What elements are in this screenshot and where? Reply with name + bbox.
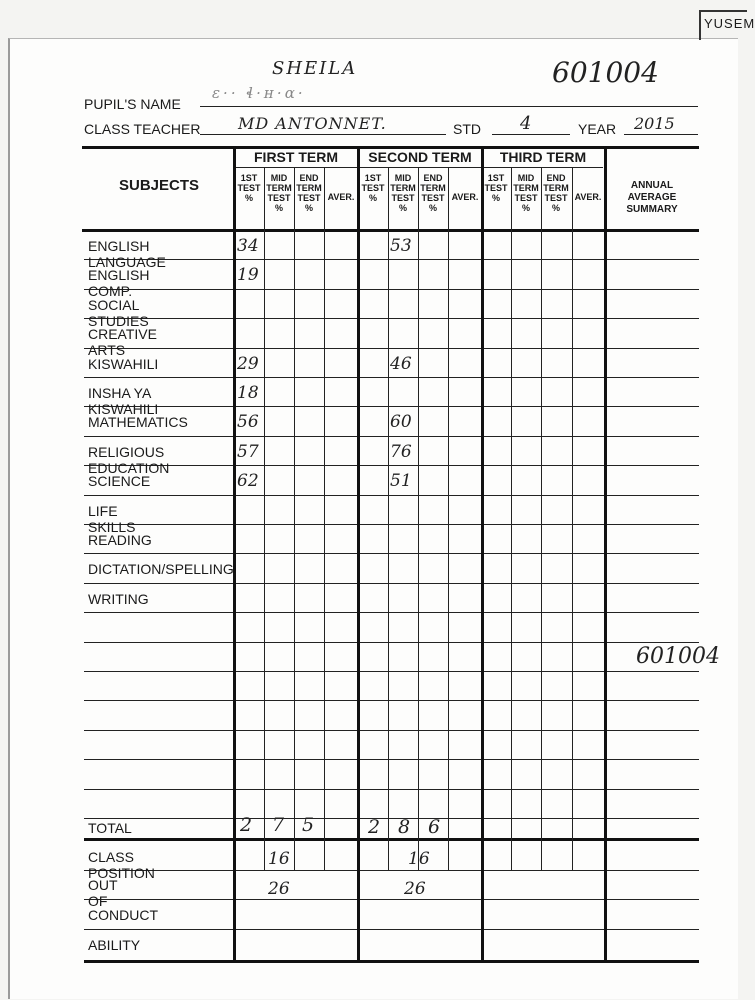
std-label: STD <box>453 121 481 137</box>
second-term-mid-term-mark: 53 <box>390 236 412 256</box>
subheader-line: TEST <box>297 193 321 203</box>
subheader-aver: AVER. <box>327 192 355 202</box>
subject-col-border <box>233 146 236 962</box>
pupil-surname-scribble: ɛ·· ɬ·ʜ·ɑ· <box>212 84 306 102</box>
subheader-line: % <box>368 193 377 203</box>
subheader-line: TEST <box>237 183 261 193</box>
subheader-line: TEST <box>544 193 568 203</box>
corner-tag: YUSEM <box>699 10 747 40</box>
subheader-line: TEST <box>391 193 415 203</box>
subheader-line: % <box>304 203 313 213</box>
subheader-line: TERM <box>390 183 416 193</box>
annual-header-line: ANNUAL <box>630 180 674 191</box>
class-position-second: 16 <box>408 849 430 869</box>
std-underline <box>492 134 570 135</box>
subject-label: WRITING <box>88 591 149 607</box>
annual-average-header <box>606 180 698 216</box>
subject-label: SOCIAL STUDIES <box>88 297 149 329</box>
first-term-1st-test-mark: 18 <box>237 383 259 403</box>
subheader-line: % <box>551 203 560 213</box>
conduct-label: CONDUCT <box>88 907 158 923</box>
subject-label: READING <box>88 532 152 548</box>
subheader-line: END <box>546 173 566 183</box>
subheader-line: % <box>274 203 283 213</box>
year-label: YEAR <box>578 121 617 137</box>
sub-col-line <box>448 167 449 871</box>
subheader-line: TEST <box>421 193 445 203</box>
subheader-aver: AVER. <box>451 192 479 202</box>
subheader-line: TERM <box>296 183 322 193</box>
std-value: 4 <box>520 113 532 134</box>
subheader-line: % <box>491 193 500 203</box>
first-term-1st-test-mark: 56 <box>237 412 259 432</box>
first-term-1st-test-mark: 57 <box>237 442 259 462</box>
class-position-label: CLASS POSITION <box>88 849 155 881</box>
subjects-header: SUBJECTS <box>118 177 200 194</box>
pupil-name-value: SHEILA <box>272 58 358 79</box>
subject-label: INSHA YA KISWAHILI <box>88 385 159 417</box>
subheader-line: MID <box>517 173 535 183</box>
term-border-2 <box>481 146 484 962</box>
subject-label: CREATIVE ARTS <box>88 326 157 358</box>
total-first-digit-2: 7 <box>272 814 285 836</box>
subject-label: ENGLISH LANGUAGE <box>88 238 166 270</box>
total-first-digit-3: 5 <box>302 814 315 836</box>
class-teacher-value: MD ANTONNET. <box>238 114 387 133</box>
out-of-label: OUT OF <box>88 877 118 909</box>
subheader-line: 1ST <box>240 173 258 183</box>
subject-label: ENGLISH COMP. <box>88 267 150 299</box>
class-position-first: 16 <box>268 849 290 869</box>
subheader-line: MID <box>394 173 412 183</box>
subheader-line: TERM <box>420 183 446 193</box>
subheader-first-test <box>234 173 264 203</box>
subheader-end-term-test <box>418 173 448 213</box>
sub-col-line <box>572 167 573 871</box>
term-header-third: THIRD TERM <box>499 149 587 165</box>
annual-header-line: SUMMARY <box>626 204 678 215</box>
subject-label: RELIGIOUS EDUCATION <box>88 444 170 476</box>
total-second-digit-1: 2 <box>368 816 381 838</box>
subheader-first-test <box>481 173 511 203</box>
year-underline <box>624 134 698 135</box>
total-second-digit-2: 8 <box>398 816 411 838</box>
first-term-1st-test-mark: 34 <box>237 236 259 256</box>
total-first-digit-1: 2 <box>240 814 253 836</box>
term-border-1 <box>357 146 360 962</box>
out-of-second: 26 <box>404 879 426 899</box>
subject-label: MATHEMATICS <box>88 414 188 430</box>
subject-label: SCIENCE <box>88 473 151 489</box>
subheader-end-term-test <box>541 173 571 213</box>
sub-col-line <box>388 167 389 871</box>
subheader-line: % <box>398 203 407 213</box>
subject-label: KISWAHILI <box>88 356 159 372</box>
subheader-line: TEST <box>514 193 538 203</box>
second-term-mid-term-mark: 60 <box>390 412 412 432</box>
sub-col-line <box>294 167 295 871</box>
subheader-line: MID <box>270 173 288 183</box>
sub-col-line <box>324 167 325 871</box>
subheader-line: END <box>423 173 443 183</box>
subheader-line: TERM <box>513 183 539 193</box>
subheader-line: 1ST <box>487 173 505 183</box>
subject-label: DICTATION/SPELLING <box>88 561 234 577</box>
first-term-1st-test-mark: 29 <box>237 354 259 374</box>
pupil-number: 601004 <box>552 56 659 89</box>
subheader-line: TERM <box>543 183 569 193</box>
total-label: TOTAL <box>88 820 132 836</box>
subheader-mid-term-test <box>388 173 418 213</box>
first-term-1st-test-mark: 19 <box>237 265 259 285</box>
annual-header-line: AVERAGE <box>627 192 677 203</box>
subheader-aver: AVER. <box>574 192 602 202</box>
subheader-line: TERM <box>266 183 292 193</box>
second-term-mid-term-mark: 76 <box>390 442 412 462</box>
first-term-1st-test-mark: 62 <box>237 471 259 491</box>
subheader-line: 1ST <box>364 173 382 183</box>
out-of-first: 26 <box>268 879 290 899</box>
subheader-line: END <box>299 173 319 183</box>
subject-label: LIFE SKILLS <box>88 503 136 535</box>
term-header-first: FIRST TERM <box>254 149 338 165</box>
second-term-mid-term-mark: 51 <box>390 471 412 491</box>
subheader-line: TEST <box>267 193 291 203</box>
second-term-mid-term-mark: 46 <box>390 354 412 374</box>
subheader-line: TEST <box>484 183 508 193</box>
subheader-line: % <box>428 203 437 213</box>
subheader-mid-term-test <box>511 173 541 213</box>
pupil-name-underline <box>200 106 698 107</box>
term-header-second: SECOND TERM <box>368 149 472 165</box>
pupil-name-label: PUPIL'S NAME <box>84 96 181 112</box>
subheader-end-term-test <box>294 173 324 213</box>
subheader-line: % <box>521 203 530 213</box>
sub-col-line <box>511 167 512 871</box>
subheader-first-test <box>358 173 388 203</box>
side-note-number: 601004 <box>636 644 720 669</box>
total-second-digit-3: 6 <box>428 816 441 838</box>
year-value: 2015 <box>634 114 675 133</box>
term-border-3 <box>604 146 607 962</box>
class-teacher-label: CLASS TEACHER <box>84 121 201 137</box>
subheader-line: % <box>244 193 253 203</box>
sub-col-line <box>418 167 419 871</box>
ability-label: ABILITY <box>88 937 141 953</box>
sub-col-line <box>541 167 542 871</box>
subheader-mid-term-test <box>264 173 294 213</box>
sub-col-line <box>264 167 265 871</box>
class-teacher-underline <box>200 134 446 135</box>
subheader-line: TEST <box>361 183 385 193</box>
